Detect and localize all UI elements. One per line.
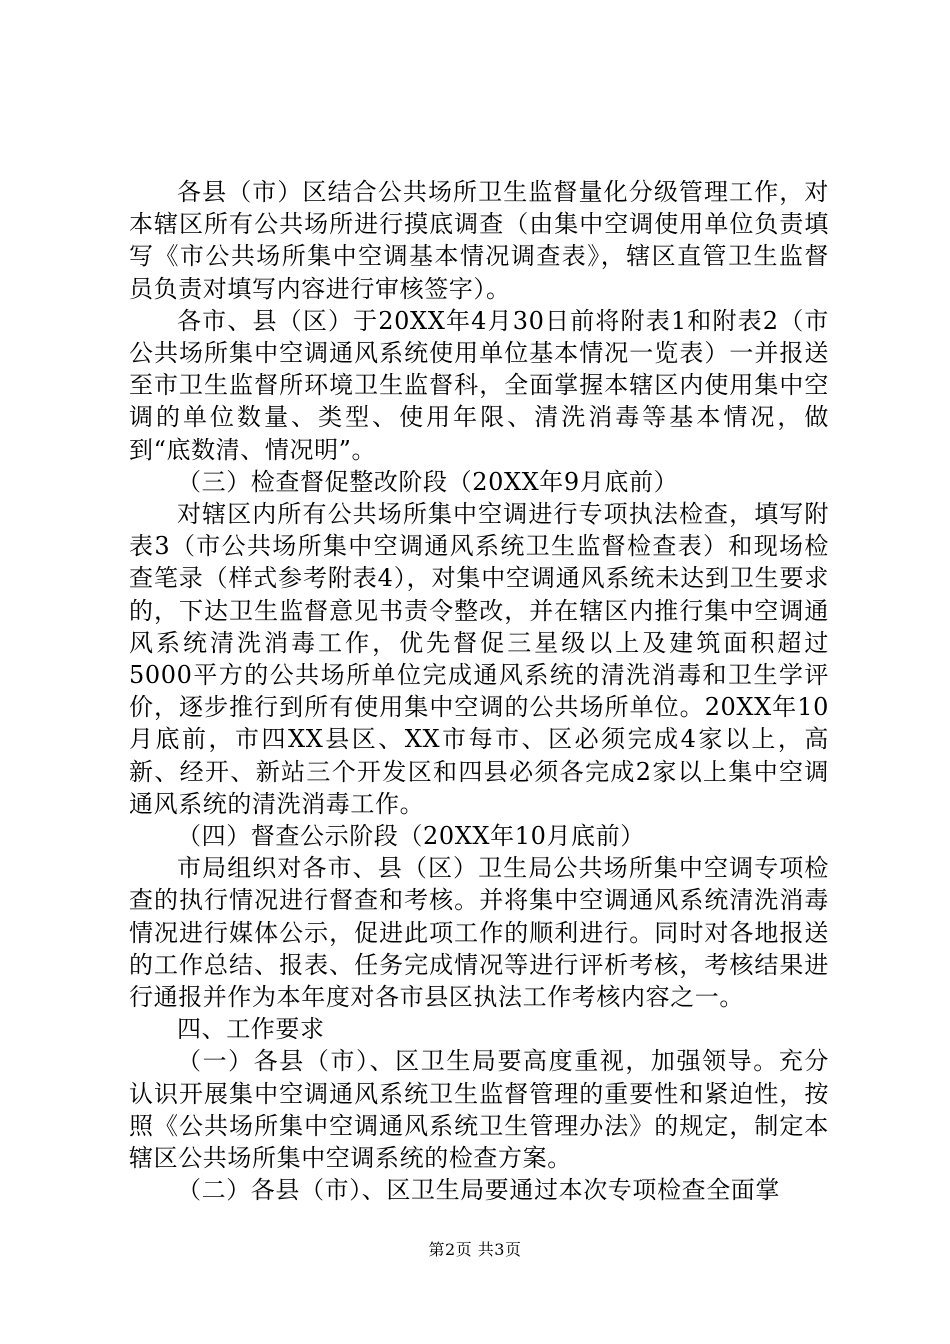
paragraph-requirement-1: （一）各县（市）、区卫生局要高度重视，加强领导。充分认识开展集中空调通风系统卫生监督管理的重要性和紧迫性，按照《公共场所集中空调通风系统卫生管理办法》的规定，制定本辖区公共场所集中空调系统的检查方案。 bbox=[129, 1047, 829, 1173]
paragraph-report-deadline: 各市、县（区）于20XX年4月30日前将附表1和附表2（市公共场所集中空调通风系统使用单位基本情况一览表）一并报送至市卫生监督所环境卫生监督科，全面掌握本辖区内使用集中空调的单位数量、类型、使用年限、清洗消毒等基本情况，做到“底数清、情况明”。 bbox=[129, 306, 829, 464]
page-number-footer: 第2页 共3页 bbox=[428, 1240, 522, 1259]
paragraph-requirement-2: （二）各县（市）、区卫生局要通过本次专项检查全面掌 bbox=[177, 1176, 780, 1205]
section-heading-supervision: （四）督查公示阶段（20XX年10月底前） bbox=[177, 822, 645, 851]
section-heading-requirements: 四、工作要求 bbox=[177, 1015, 325, 1044]
document-body bbox=[129, 176, 829, 1207]
paragraph-supervision: 市局组织对各市、县（区）卫生局公共场所集中空调专项检查的执行情况进行督查和考核。并将集中空调通风系统清洗消毒情况进行媒体公示，促进此项工作的顺利进行。同时对各地报送的工作总结、报表、任务完成情况等进行评析考核，考核结果进行通报并作为本年度对各市县区执法工作考核内容之一。 bbox=[129, 854, 829, 1012]
paragraph-inspection: 对辖区内所有公共场所集中空调进行专项执法检查，填写附表3（市公共场所集中空调通风系统卫生监督检查表）和现场检查笔录（样式参考附表4），对集中空调通风系统未达到卫生要求的，下达卫生监督意见书责令整改，并在辖区内推行集中空调通风系统清洗消毒工作，优先督促三星级以上及建筑面积超过5000平方的公共场所单位完成通风系统的清洗消毒和卫生学评价，逐步推行到所有使用集中空调的公共场所单位。20XX年10月底前，市四XX县区、XX市每市、区必须完成4家以上，高新、经开、新站三个开发区和四县必须各完成2家以上集中空调通风系统的清洗消毒工作。 bbox=[129, 500, 829, 818]
section-heading-inspection: （三）检查督促整改阶段（20XX年9月底前） bbox=[177, 467, 679, 496]
paragraph-survey: 各县（市）区结合公共场所卫生监督量化分级管理工作，对本辖区所有公共场所进行摸底调查（由集中空调使用单位负责填写《市公共场所集中空调基本情况调查表》，辖区直管卫生监督员负责对填写内容进行审核签字）。 bbox=[129, 178, 829, 303]
